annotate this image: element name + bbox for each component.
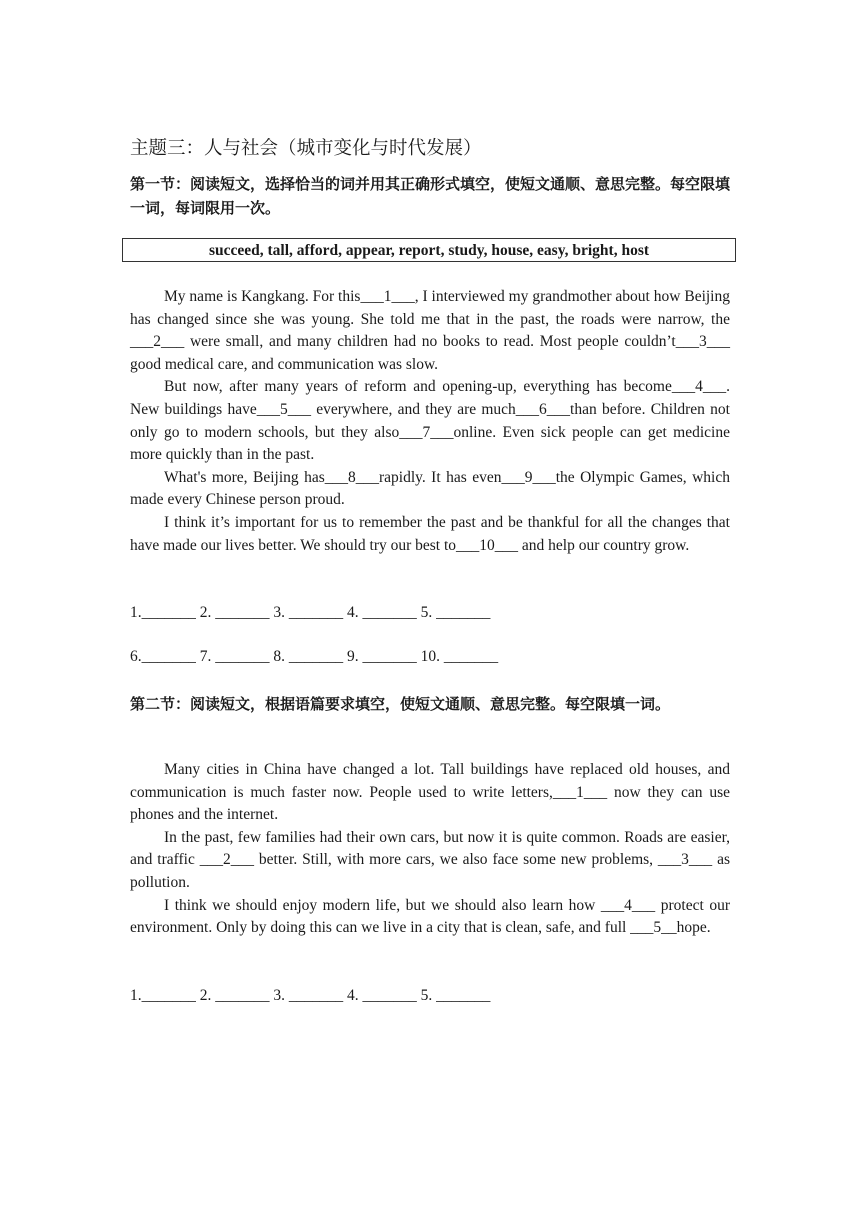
section1-passage [130, 286, 730, 557]
section2-heading: 第二节：阅读短文，根据语篇要求填空，使短文通顺、意思完整。每空限填一词。 [130, 695, 671, 713]
section2-answer-line: 1._______ 2. _______ 3. _______ 4. _______ 5. _______ [130, 987, 491, 1004]
section2-paragraph-1: Many cities in China have changed a lot. Tall buildings have replaced old houses, and communication is much faster now. People used to write letters,___1___ now they can use phones and the internet. [130, 761, 730, 824]
section2-paragraph-2: In the past, few families had their own cars, but now it is quite common. Roads are easier, and traffic ___2___ better. Still, with more cars, we also face some new problems, ___3___ as pollution. [130, 828, 730, 891]
word-bank-box: succeed, tall, afford, appear, report, study, house, easy, bright, host [122, 238, 736, 262]
section1-paragraph-4: I think it’s important for us to remember the past and be thankful for all the changes that have made our lives better. We should try our best to___10___ and help our country grow. [130, 513, 730, 554]
section2-passage [130, 759, 730, 940]
section1-heading: 第一节：阅读短文，选择恰当的词并用其正确形式填空，使短文通顺、意思完整。每空限填一词，每词限用一次。 [130, 175, 731, 217]
section2-paragraph-3: I think we should enjoy modern life, but we should also learn how ___4___ protect our environment. Only by doing this can we live in a city that is clean, safe, and full ___5__hope. [130, 896, 730, 937]
section1-paragraph-3: What's more, Beijing has___8___rapidly. It has even___9___the Olympic Games, which made every Chinese person proud. [130, 468, 730, 509]
section1-answer-line-1: 1._______ 2. _______ 3. _______ 4. _______ 5. _______ [130, 604, 491, 621]
page-title: 主题三：人与社会（城市变化与时代发展） [130, 138, 482, 159]
section1-paragraph-1: My name is Kangkang. For this___1___, I interviewed my grandmother about how Beijing has changed since she was young. She told me that in the past, the roads were narrow, the ___2___ were small, and many children had no books to read. Most people couldn’t___3___ good medical care, and communication was slow. [130, 288, 730, 373]
section1-answer-line-2: 6._______ 7. _______ 8. _______ 9. _______ 10. _______ [130, 648, 499, 665]
section1-paragraph-2: But now, after many years of reform and opening-up, everything has become___4___. New buildings have___5___ everywhere, and they are much___6___than before. Children not only go to modern schools, but they also___7___online. Even sick people can get medicine more quickly than in the past. [130, 378, 730, 464]
